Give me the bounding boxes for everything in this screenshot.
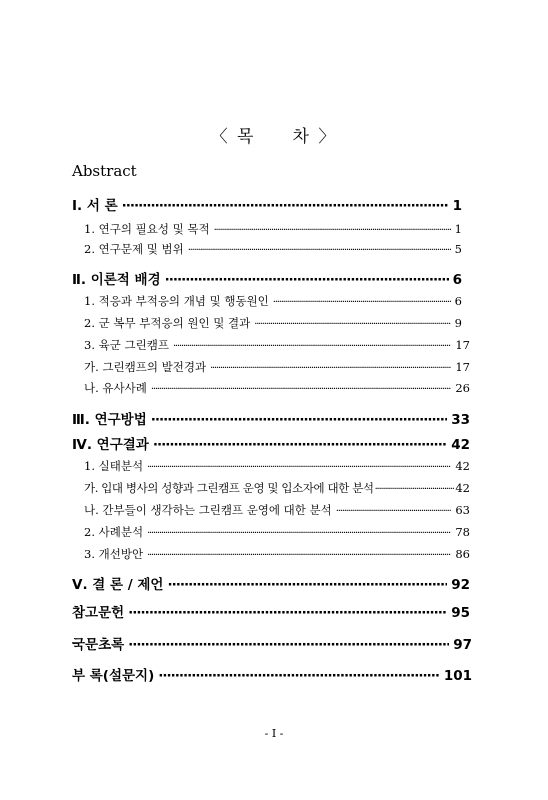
- toc-leader: [158, 668, 440, 684]
- toc-leader: [210, 363, 451, 374]
- toc-entry[interactable]: [84, 221, 462, 237]
- toc-entry-page: 17: [455, 338, 470, 352]
- toc-leader: [214, 225, 451, 236]
- toc-entry-label: 국문초록: [72, 637, 125, 653]
- toc-entry-label: 1. 연구의 필요성 및 목적: [84, 222, 210, 236]
- toc-entry-label: 참고문헌: [72, 605, 125, 621]
- toc-entry-label: Ⅱ. 이론적 배경: [72, 272, 161, 288]
- toc-entry[interactable]: [84, 359, 470, 375]
- toc-leader: [122, 198, 449, 214]
- toc-leader: [167, 577, 447, 593]
- toc-leader: [165, 272, 449, 288]
- toc-entry[interactable]: [72, 194, 462, 214]
- toc-entry-page: 5: [454, 242, 462, 256]
- toc-entry[interactable]: [84, 241, 462, 257]
- toc-entry[interactable]: [72, 268, 462, 288]
- toc-entry-page: 33: [451, 412, 470, 428]
- toc-entry[interactable]: [84, 458, 470, 474]
- toc-entry-label: 가. 입대 병사의 성향과 그린캠프 운영 및 입소자에 대한 분석: [84, 481, 374, 495]
- toc-entry-page: 42: [451, 437, 470, 453]
- page-number: - I -: [264, 727, 284, 740]
- toc-entry[interactable]: [72, 433, 470, 453]
- toc-entry[interactable]: [84, 380, 470, 396]
- toc-entry-page: 86: [455, 547, 470, 561]
- toc-entry-label: Ⅳ. 연구결과: [72, 437, 149, 453]
- toc-entry-page: 78: [455, 525, 470, 539]
- toc-entry-label: 2. 사례분석: [84, 525, 144, 539]
- toc-leader: [128, 605, 447, 621]
- toc-leader: [147, 528, 451, 539]
- toc-entry[interactable]: [84, 546, 470, 562]
- toc-entry[interactable]: [84, 337, 470, 353]
- toc-leader: [188, 245, 451, 256]
- toc-entry-page: 6: [454, 294, 462, 308]
- toc-leader: [147, 462, 451, 473]
- toc-entry-label: 2. 군 복무 부적응의 원인 및 결과: [84, 316, 251, 330]
- toc-leader: [173, 341, 451, 352]
- toc-entry-label: 2. 연구문제 및 범위: [84, 242, 184, 256]
- toc-title: 〈 목 차 〉: [210, 127, 338, 147]
- toc-entry-label: 1. 실태분석: [84, 459, 144, 473]
- toc-entry-page: 42: [455, 481, 470, 495]
- toc-entry[interactable]: [84, 315, 462, 331]
- toc-entry[interactable]: [84, 524, 470, 540]
- toc-leader: [151, 384, 452, 395]
- toc-entry-label: 1. 적응과 부적응의 개념 및 행동원인: [84, 294, 269, 308]
- toc-entry-page: 6: [452, 272, 462, 288]
- toc-entry[interactable]: [72, 633, 472, 653]
- toc-entry[interactable]: [72, 601, 470, 621]
- toc-entry[interactable]: [84, 502, 470, 518]
- toc-leader: [147, 550, 451, 561]
- toc-leader: [128, 637, 449, 653]
- toc-entry-page: 17: [455, 360, 470, 374]
- toc-entry-label: 나. 간부들이 생각하는 그린캠프 운영에 대한 분석: [84, 503, 332, 517]
- toc-leader: [336, 506, 452, 517]
- toc-entry-page: 9: [454, 316, 462, 330]
- toc-entry-page: 92: [451, 577, 470, 593]
- toc-entry-label: 가. 그린캠프의 발전경과: [84, 360, 207, 374]
- toc-entry-label: 나. 유사사례: [84, 381, 147, 395]
- toc-leader: [273, 297, 451, 308]
- toc-leader: [254, 319, 450, 330]
- toc-entry-page: 42: [455, 459, 470, 473]
- toc-entry-label: Ⅴ. 결 론 / 제언: [72, 577, 164, 593]
- toc-entry[interactable]: [72, 664, 472, 684]
- toc-entry[interactable]: [72, 573, 470, 593]
- toc-entry[interactable]: [72, 408, 470, 428]
- toc-entry-label: 3. 개선방안: [84, 547, 144, 561]
- toc-entry-page: 97: [453, 637, 472, 653]
- toc-entry-page: 26: [455, 381, 470, 395]
- toc-entry-page: 101: [443, 668, 472, 684]
- toc-entry[interactable]: [84, 480, 470, 496]
- toc-entry-label: 부 록(설문지): [72, 668, 155, 684]
- toc-leader: [153, 437, 447, 453]
- toc-entry-page: 1: [452, 198, 462, 214]
- toc-entry-page: 95: [451, 605, 470, 621]
- toc-entry-page: 1: [454, 222, 462, 236]
- toc-entry-label: 3. 육군 그린캠프: [84, 338, 169, 352]
- toc-entry-label: Ⅰ. 서 론: [72, 198, 118, 214]
- toc-leader: [375, 484, 455, 495]
- toc-entry-label: Ⅲ. 연구방법: [72, 412, 147, 428]
- toc-entry-page: 63: [455, 503, 470, 517]
- toc-abstract: Abstract: [72, 162, 137, 180]
- toc-leader: [151, 412, 447, 428]
- toc-entry[interactable]: [84, 293, 462, 309]
